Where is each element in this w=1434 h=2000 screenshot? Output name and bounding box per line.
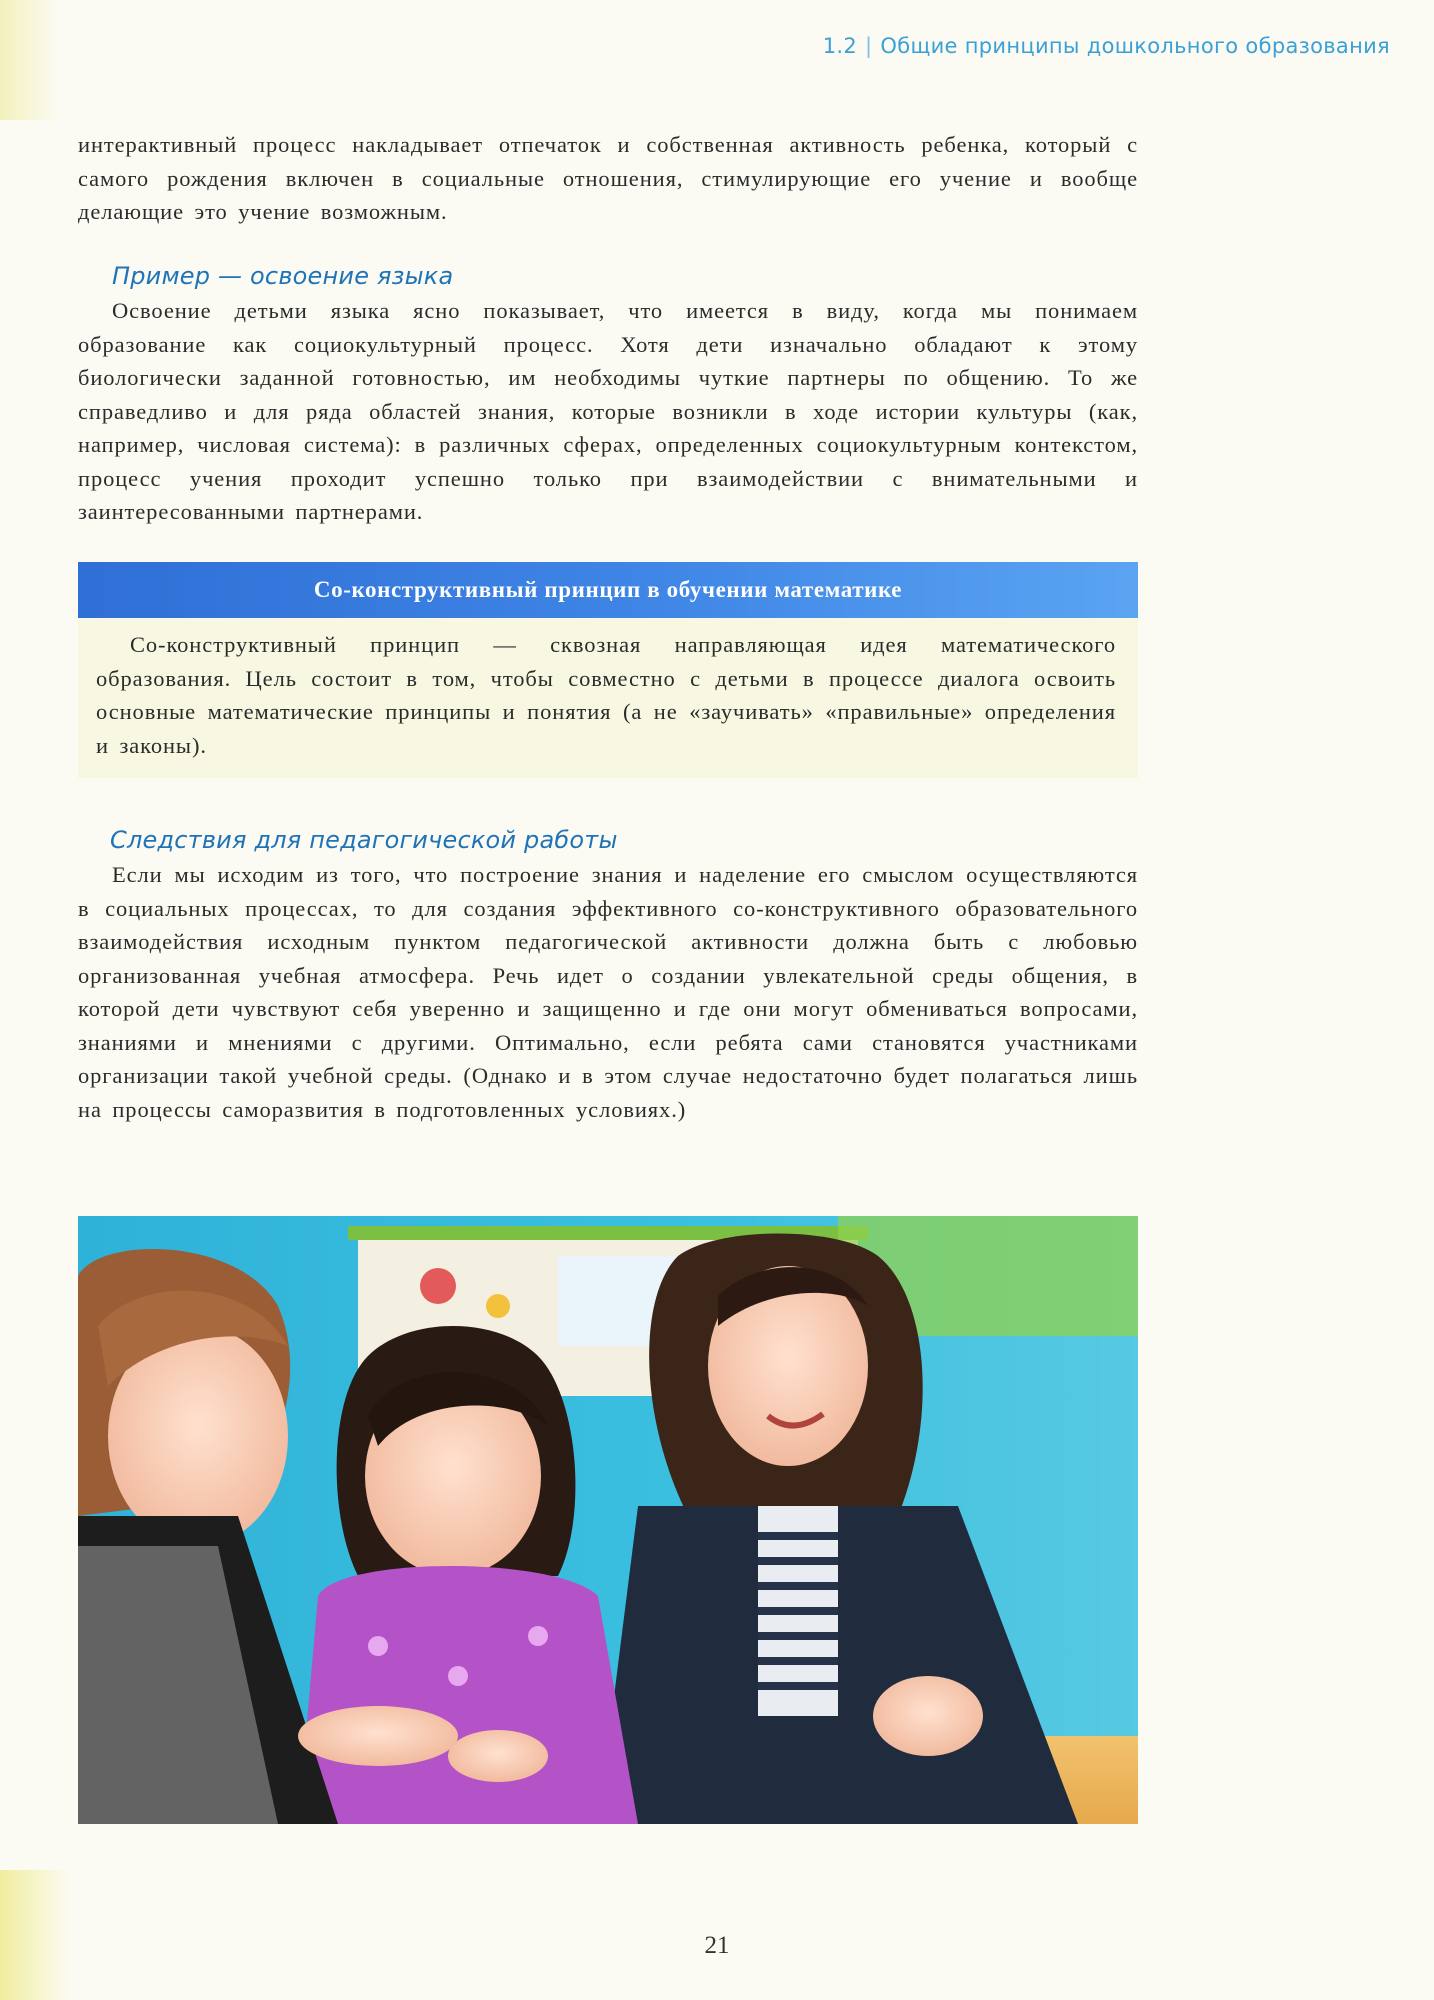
page-number: 21 — [704, 1932, 730, 1959]
section-number: 1.2 — [822, 34, 858, 58]
page-edge-tint-top — [0, 0, 60, 120]
math-principle-box-title: Со-конструктивный принцип в обучении математике — [313, 577, 903, 602]
math-principle-box-text: Со-конструктивный принцип — сквозная направляющая идея математического образования. Цель состоит в том, чтобы совместно с детьми в процессе диалога освоить основные математические принципы и понятия (а не «заучивать» «правильные» определения и законы). — [96, 632, 1116, 758]
math-principle-box-header — [78, 562, 1138, 618]
classroom-photo — [78, 1216, 1138, 1824]
example-paragraph: Освоение детьми языка ясно показывает, что имеется в виду, когда мы понимаем образование как социокультурный процесс. Хотя дети изначально обладают к этому биологически заданной готовностью, им необходимы чуткие партнеры по общению. То же справедливо и для ряда областей знания, которые возникли в ходе истории культуры (как, например, числовая система): в различных сферах, определенных социокультурным контекстом, процесс учения проходит успешно только при взаимодействии с внимательными и заинтересованными партнерами. — [78, 298, 1138, 524]
intro-paragraph: интерактивный процесс накладывает отпечаток и собственная активность ребенка, который с самого рождения включен в социальные отношения, стимулирующие его учение и вообще делающие это учение возможным. — [78, 132, 1138, 224]
running-head — [823, 34, 1390, 58]
example-heading: Пример — освоение языка — [112, 262, 454, 290]
running-head-separator: | — [865, 34, 873, 58]
classroom-photo-illustration — [78, 1216, 1138, 1824]
consequences-heading: Следствия для педагогической работы — [110, 826, 618, 854]
math-principle-box — [78, 562, 1138, 778]
section-title: Общие принципы дошкольного образования — [880, 34, 1390, 58]
consequences-paragraph: Если мы исходим из того, что построение знания и наделение его смыслом осуществляются в социальных процессах, то для создания эффективного со-конструктивного образовательного взаимодействия исходным пунктом педагогической активности должна быть с любовью организованная учебная атмосфера. Речь идет о создании увлекательной среды общения, в которой дети чувствуют себя уверенно и защищенно и где они могут обмениваться вопросами, знаниями и мнениями с другими. Оптимально, если ребята сами становятся участниками организации такой учебной среды. (Однако и в этом случае недостаточно будет полагаться лишь на процессы саморазвития в подготовленных условиях.) — [78, 862, 1138, 1122]
